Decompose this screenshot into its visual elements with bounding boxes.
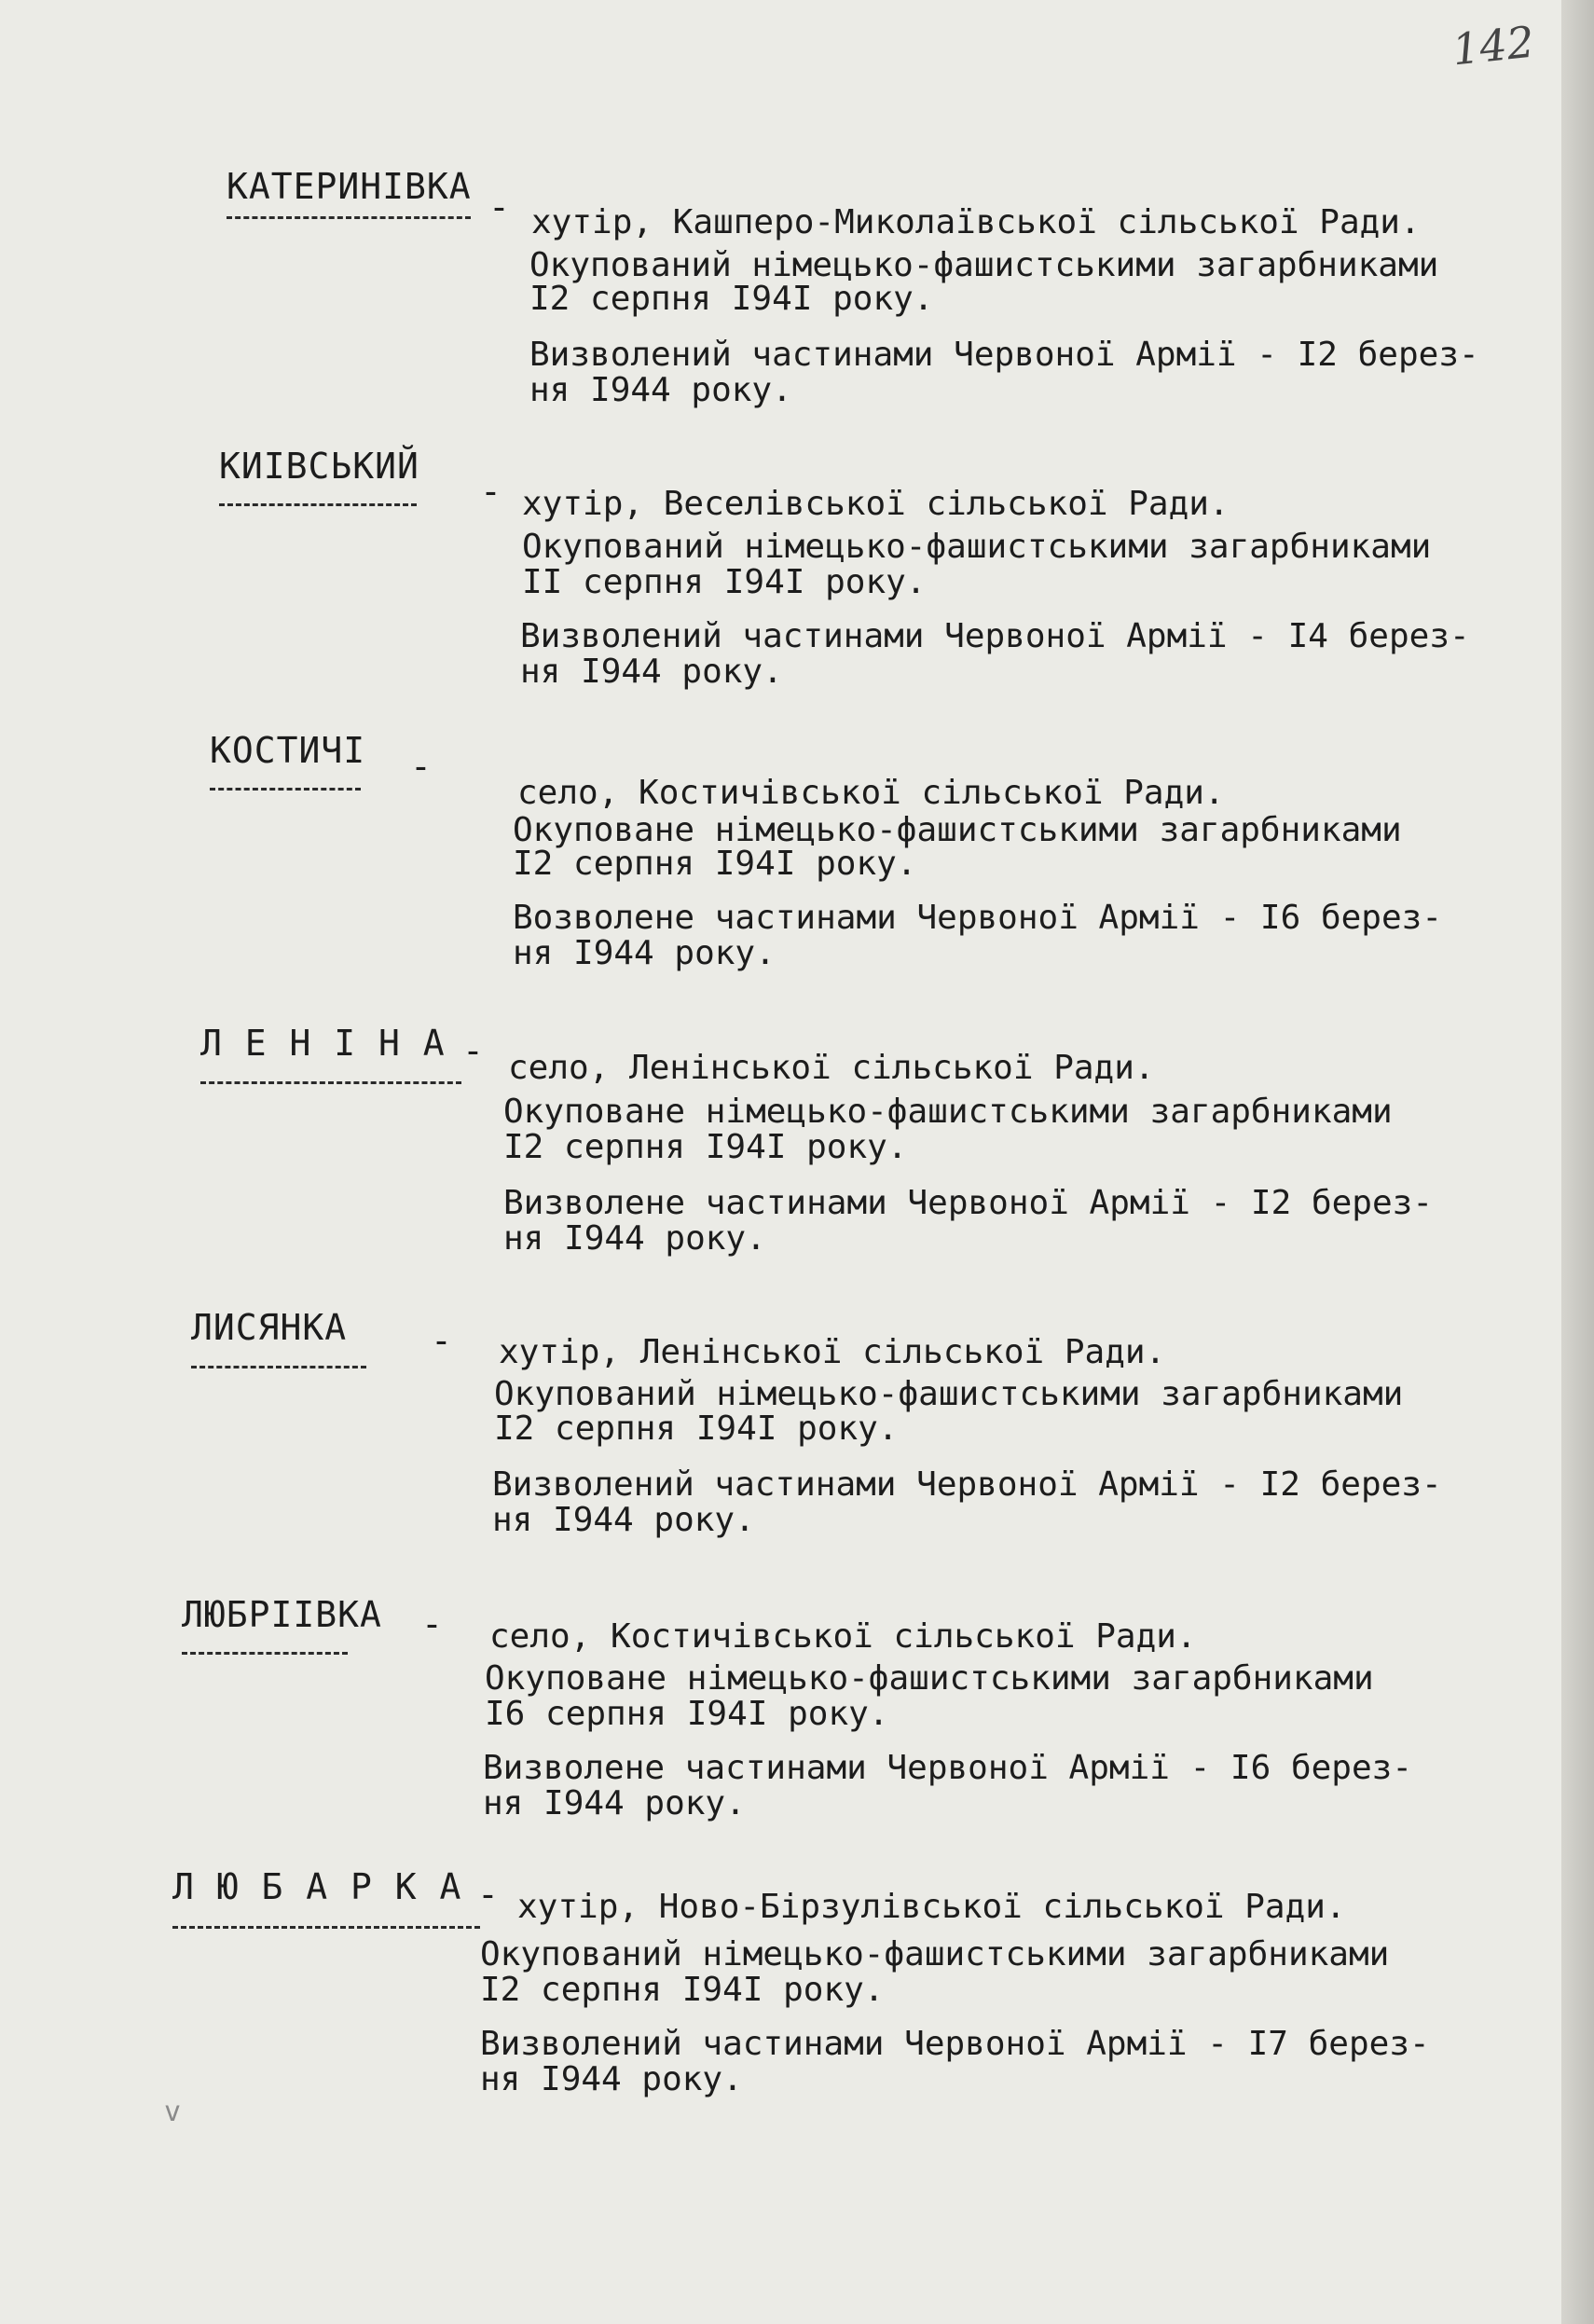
liberated-date-line: ня І944 року. xyxy=(483,1784,746,1822)
occupied-date-line: І2 серпня І94І року. xyxy=(513,845,917,883)
entry-dash: - xyxy=(462,1030,484,1071)
occupied-date-line: ІІ серпня І94І року. xyxy=(522,563,927,601)
occupied-line: Окупований німецько-фашистськими загарбниками xyxy=(529,246,1439,284)
liberated-line: Визволений частинами Червоної Армії - І7 берез- xyxy=(480,2025,1430,2063)
entry-name: ЛЮБРІІВКА xyxy=(182,1594,382,1635)
liberated-line: Визволений частинами Червоної Армії - І4 берез- xyxy=(520,617,1470,655)
page-number: 142 xyxy=(1450,16,1537,76)
liberated-line: Визволене частинами Червоної Армії - І6 берез- xyxy=(483,1749,1412,1787)
entry-name: КАТЕРИНІВКА xyxy=(227,166,472,207)
entry-name: КОСТИЧІ xyxy=(210,730,366,771)
entry-type-line: хутір, Ново-Бірзулівської сільської Ради. xyxy=(517,1888,1346,1926)
entry-type-line: село, Ленінської сільської Ради. xyxy=(508,1049,1155,1087)
entry-name: КИІВСЬКИЙ xyxy=(219,446,419,487)
liberated-date-line: ня І944 року. xyxy=(520,653,783,691)
occupied-date-line: І2 серпня І94І року. xyxy=(480,1971,885,2009)
occupied-line: Окупований німецько-фашистськими загарбниками xyxy=(480,1935,1390,1973)
entry-name: Л Е Н І Н А xyxy=(200,1023,446,1064)
liberated-date-line: ня І944 року. xyxy=(503,1219,766,1258)
occupied-line: Окуповане німецько-фашистськими загарбниками xyxy=(513,811,1402,849)
liberated-date-line: ня І944 року. xyxy=(492,1501,755,1539)
name-underline xyxy=(219,503,417,506)
entry-dash: - xyxy=(488,186,510,227)
name-underline xyxy=(191,1366,366,1368)
occupied-date-line: І2 серпня І94І року. xyxy=(494,1410,899,1448)
name-underline xyxy=(200,1081,461,1084)
entry-name: ЛИСЯНКА xyxy=(191,1307,348,1348)
liberated-date-line: ня І944 року. xyxy=(480,2060,743,2098)
entry-dash: - xyxy=(477,1874,499,1915)
liberated-date-line: ня І944 року. xyxy=(513,934,776,972)
liberated-line: Возволене частинами Червоної Армії - І6 берез- xyxy=(513,899,1442,937)
entry-dash: - xyxy=(410,746,432,787)
occupied-date-line: І6 серпня І94І року. xyxy=(485,1695,889,1733)
entry-name: Л Ю Б А Р К А xyxy=(172,1866,462,1907)
entry-type-line: село, Костичівської сільської Ради. xyxy=(517,774,1225,812)
pencil-check-mark: v xyxy=(164,2096,182,2128)
entry-type-line: хутір, Ленінської сільської Ради. xyxy=(499,1333,1166,1371)
entry-type-line: хутір, Веселівської сільської Ради. xyxy=(522,485,1230,523)
occupied-line: Окупований німецько-фашистськими загарбниками xyxy=(494,1375,1404,1413)
liberated-line: Визволений частинами Червоної Армії - І2 берез- xyxy=(492,1465,1442,1504)
entry-dash: - xyxy=(421,1603,443,1644)
occupied-date-line: І2 серпня І94І року. xyxy=(529,280,934,318)
occupied-line: Окупований німецько-фашистськими загарбниками xyxy=(522,528,1432,566)
name-underline xyxy=(172,1926,480,1929)
liberated-line: Визволене частинами Червоної Армії - І2 берез- xyxy=(503,1184,1433,1222)
occupied-line: Окуповане німецько-фашистськими загарбниками xyxy=(485,1659,1374,1698)
name-underline xyxy=(182,1652,348,1655)
entry-dash: - xyxy=(480,471,502,512)
liberated-date-line: ня І944 року. xyxy=(529,371,792,409)
page-edge-shadow xyxy=(1561,0,1594,2324)
entry-dash: - xyxy=(431,1320,452,1361)
occupied-line: Окуповане німецько-фашистськими загарбниками xyxy=(503,1093,1393,1131)
entry-type-line: село, Костичівської сільської Ради. xyxy=(489,1617,1197,1656)
entry-type-line: хутір, Кашперо-Миколаївської сільської Ради. xyxy=(531,203,1421,241)
liberated-line: Визволений частинами Червоної Армії - І2 берез- xyxy=(529,336,1479,374)
name-underline xyxy=(210,788,361,791)
occupied-date-line: І2 серпня І94І року. xyxy=(503,1128,908,1166)
